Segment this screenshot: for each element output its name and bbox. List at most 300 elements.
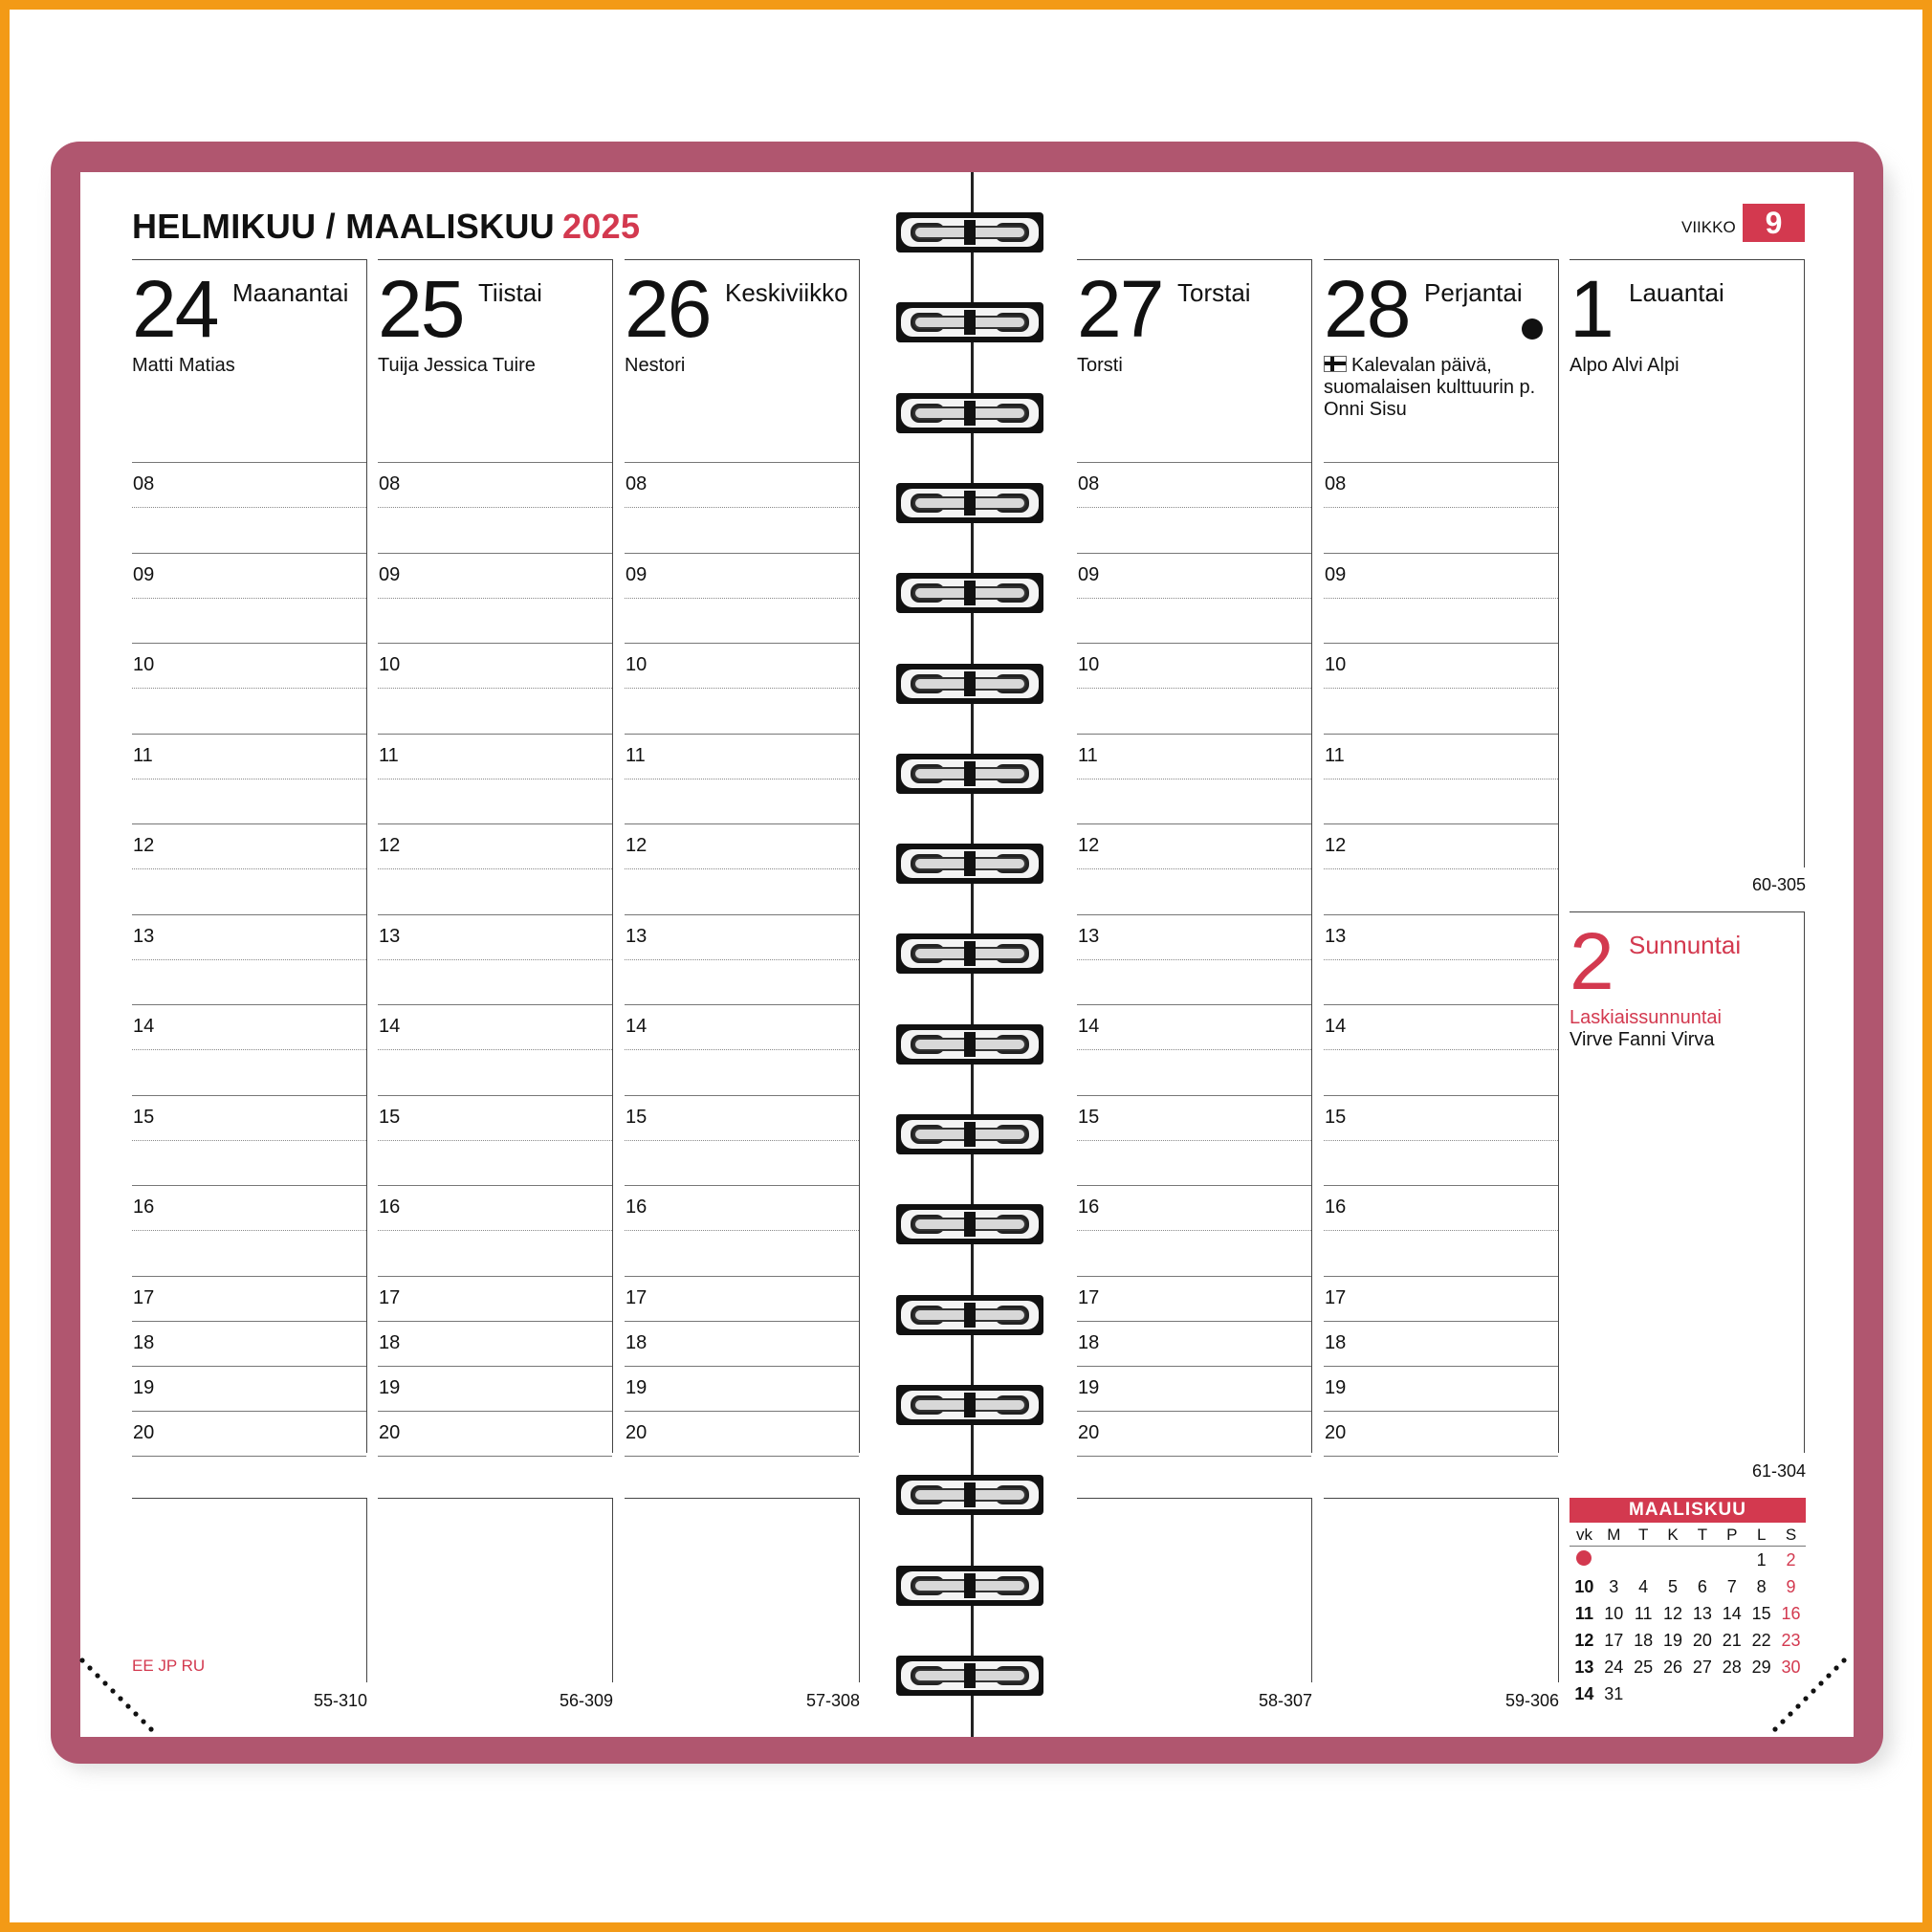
weekday-header: S [1785, 1526, 1797, 1544]
hour-label: 09 [1078, 563, 1100, 585]
hour-rule [378, 1366, 612, 1367]
hour-rule [132, 1276, 366, 1277]
perforation-corner-right [1767, 1655, 1854, 1741]
hour-label: 16 [379, 1197, 401, 1218]
binding-ring [895, 1383, 1044, 1427]
hour-rule [1077, 1095, 1311, 1096]
day-number: 24 [132, 264, 218, 354]
hour-label: 19 [133, 1376, 155, 1398]
hour-rule [1077, 1276, 1311, 1277]
binding-ring [895, 842, 1044, 886]
page-number: 56-309 [559, 1691, 613, 1710]
calendar-day: 2 [1786, 1549, 1796, 1570]
hour-rule [625, 1321, 859, 1322]
half-hour-rule [378, 598, 612, 599]
hour-rule [625, 1366, 859, 1367]
half-hour-rule [378, 1049, 612, 1050]
hour-label: 12 [133, 835, 155, 856]
binding-ring [895, 1564, 1044, 1608]
binding-ring [895, 752, 1044, 796]
year-title: 2025 [561, 207, 641, 246]
weekday-header: T [1637, 1526, 1649, 1544]
hour-rule [378, 1276, 612, 1277]
mini-calendar-month: MAALISKUU [1570, 1498, 1806, 1523]
calendar-day: 24 [1604, 1657, 1624, 1677]
hour-label: 08 [1078, 473, 1100, 494]
perforation-dot [102, 1680, 107, 1685]
hour-label: 16 [626, 1197, 648, 1218]
holiday-and-names [1324, 355, 1563, 421]
hour-rule [378, 823, 612, 824]
day-number: 26 [625, 264, 711, 354]
perforation-dot [110, 1688, 115, 1693]
page-number: 55-310 [313, 1691, 367, 1710]
hour-label: 14 [1325, 1016, 1347, 1037]
day-column-border [1077, 259, 1312, 1453]
hour-rule [1077, 1411, 1311, 1412]
hour-label: 11 [133, 744, 153, 766]
perforation-dot [1772, 1726, 1777, 1731]
calendar-day: 18 [1634, 1630, 1654, 1650]
page-number: 58-307 [1258, 1691, 1312, 1710]
calendar-day [1658, 1680, 1688, 1707]
hour-rule [1077, 1185, 1311, 1186]
hour-label: 13 [379, 925, 401, 947]
hour-label: 13 [1325, 925, 1347, 947]
binding-ring [895, 391, 1044, 435]
week-number-cell: 10 [1574, 1576, 1594, 1596]
name-day-names: Matti Matias [132, 355, 235, 376]
half-hour-rule [625, 1230, 859, 1231]
half-hour-rule [1324, 598, 1558, 599]
hour-label: 12 [626, 835, 648, 856]
calendar-day: 13 [1692, 1603, 1712, 1623]
half-hour-rule [132, 688, 366, 689]
calendar-day: 8 [1756, 1576, 1767, 1596]
hour-rule [378, 734, 612, 735]
hour-rule [1324, 1004, 1558, 1005]
calendar-day: 9 [1786, 1576, 1796, 1596]
calendar-day: 29 [1751, 1657, 1771, 1677]
day-name: Perjantai [1424, 278, 1523, 307]
hour-label: 15 [626, 1106, 648, 1128]
perforation-dot [79, 1658, 84, 1662]
weekday-header: L [1756, 1526, 1767, 1544]
hour-label: 11 [379, 744, 399, 766]
hour-label: 14 [626, 1016, 648, 1037]
calendar-day [1717, 1680, 1746, 1707]
hour-label: 12 [1078, 835, 1100, 856]
hour-label: 13 [1078, 925, 1100, 947]
hour-label: 12 [379, 835, 401, 856]
hour-label: 13 [133, 925, 155, 947]
hour-label: 19 [1078, 1376, 1100, 1398]
calendar-day: 30 [1781, 1657, 1801, 1677]
calendar-day: 4 [1638, 1576, 1649, 1596]
hour-rule [1324, 1321, 1558, 1322]
name-day-names: Torsti [1077, 355, 1123, 376]
hour-rule [1324, 1411, 1558, 1412]
day-number: 28 [1324, 264, 1410, 354]
hour-label: 08 [1325, 473, 1347, 494]
day-name: Maanantai [232, 278, 349, 307]
half-hour-rule [625, 1049, 859, 1050]
week-number-cell: 14 [1574, 1683, 1594, 1703]
binding-ring [895, 1112, 1044, 1156]
hour-label: 15 [1078, 1106, 1100, 1128]
weekday-header: P [1726, 1526, 1738, 1544]
hour-rule [625, 823, 859, 824]
hour-label: 20 [133, 1421, 155, 1443]
calendar-day: 20 [1692, 1630, 1712, 1650]
binding-ring [895, 1202, 1044, 1246]
half-hour-rule [378, 688, 612, 689]
name-day-names: Tuija Jessica Tuire [378, 355, 536, 376]
hour-label: 19 [1325, 1376, 1347, 1398]
half-hour-rule [625, 1140, 859, 1141]
calendar-day: 14 [1722, 1603, 1742, 1623]
half-hour-rule [132, 868, 366, 869]
half-hour-rule [132, 507, 366, 508]
half-hour-rule [1324, 688, 1558, 689]
hour-label: 10 [626, 654, 648, 675]
perforation-dot [133, 1711, 138, 1716]
calendar-day: 3 [1609, 1576, 1619, 1596]
hour-label: 08 [133, 473, 155, 494]
perforation-dot [148, 1726, 153, 1731]
half-hour-rule [1077, 868, 1311, 869]
hour-rule [1324, 1456, 1558, 1457]
hour-label: 15 [133, 1106, 155, 1128]
hour-label: 17 [1078, 1286, 1100, 1308]
hour-rule [1077, 914, 1311, 915]
hour-rule [1324, 914, 1558, 915]
hour-rule [1324, 553, 1558, 554]
hour-label: 17 [1325, 1286, 1347, 1308]
hour-rule [1077, 1366, 1311, 1367]
name-day-names: Onni Sisu [1324, 399, 1407, 420]
hour-rule [132, 553, 366, 554]
hour-label: 12 [1325, 835, 1347, 856]
calendar-day: 5 [1668, 1576, 1679, 1596]
hour-rule [1077, 1321, 1311, 1322]
calendar-day: 16 [1781, 1603, 1801, 1623]
week-number-cell [1570, 1547, 1599, 1574]
weekday-header: K [1667, 1526, 1679, 1544]
perforation-dot [125, 1703, 130, 1708]
hour-label: 17 [133, 1286, 155, 1308]
half-hour-rule [378, 507, 612, 508]
binding-ring [895, 571, 1044, 615]
half-hour-rule [1077, 598, 1311, 599]
calendar-day: 11 [1634, 1603, 1653, 1623]
hour-rule [1077, 462, 1311, 463]
day-number: 25 [378, 264, 464, 354]
hour-rule [625, 643, 859, 644]
hour-rule [132, 734, 366, 735]
perforation-dot [141, 1719, 145, 1723]
half-hour-rule [1077, 688, 1311, 689]
calendar-day: 27 [1692, 1657, 1712, 1677]
new-moon-icon [1522, 318, 1543, 340]
calendar-day: 10 [1604, 1603, 1624, 1623]
hour-label: 09 [1325, 563, 1347, 585]
hour-label: 16 [1325, 1197, 1347, 1218]
week-label: VIIKKO [1681, 218, 1736, 236]
half-hour-rule [132, 1049, 366, 1050]
hour-rule [625, 1276, 859, 1277]
perforation-dot [1841, 1658, 1846, 1662]
hour-label: 20 [379, 1421, 401, 1443]
perforation-dot [1818, 1680, 1823, 1685]
hour-rule [132, 1366, 366, 1367]
perforation-dot [118, 1696, 122, 1701]
binding-ring [895, 481, 1044, 525]
perforation-dot [1826, 1673, 1831, 1678]
hour-rule [378, 914, 612, 915]
page-title [132, 207, 640, 247]
hour-label: 18 [1078, 1331, 1100, 1353]
hour-rule [1324, 734, 1558, 735]
calendar-day [1717, 1547, 1746, 1574]
perforation-dot [1788, 1711, 1792, 1716]
page-number: 57-308 [805, 1691, 860, 1710]
hour-rule [132, 1411, 366, 1412]
calendar-day [1688, 1547, 1718, 1574]
hour-label: 10 [133, 654, 155, 675]
hour-label: 10 [379, 654, 401, 675]
calendar-day: 21 [1722, 1630, 1742, 1650]
hour-label: 10 [1078, 654, 1100, 675]
hour-rule [132, 462, 366, 463]
hour-rule [378, 1095, 612, 1096]
half-hour-rule [625, 868, 859, 869]
half-hour-rule [132, 1230, 366, 1231]
half-hour-rule [378, 959, 612, 960]
calendar-day: 12 [1663, 1603, 1683, 1623]
sunday-notes [1570, 1007, 1809, 1051]
hour-rule [1324, 1276, 1558, 1277]
hour-rule [625, 1004, 859, 1005]
calendar-day: 26 [1663, 1657, 1683, 1677]
day-name: Sunnuntai [1629, 931, 1742, 959]
hour-label: 18 [379, 1331, 401, 1353]
calendar-day: 22 [1751, 1630, 1771, 1650]
special-day: Laskiaissunnuntai [1570, 1007, 1722, 1028]
binding-ring [895, 1293, 1044, 1337]
calendar-day: 23 [1781, 1630, 1801, 1650]
hour-rule [625, 553, 859, 554]
hour-label: 08 [379, 473, 401, 494]
hour-rule [625, 462, 859, 463]
hour-rule [1077, 553, 1311, 554]
day-number: 1 [1570, 264, 1613, 354]
calendar-day: 17 [1604, 1630, 1624, 1650]
half-hour-rule [132, 1140, 366, 1141]
hour-label: 18 [626, 1331, 648, 1353]
calendar-day [1629, 1680, 1658, 1707]
half-hour-rule [1077, 1230, 1311, 1231]
hour-rule [1324, 1095, 1558, 1096]
hour-rule [132, 1185, 366, 1186]
perforation-dot [1780, 1719, 1785, 1723]
hour-rule [132, 1456, 366, 1457]
hour-rule [1077, 823, 1311, 824]
notes-box[interactable] [1324, 1498, 1559, 1682]
hour-label: 11 [1078, 744, 1098, 766]
name-day-names: Alpo Alvi Alpi [1570, 355, 1680, 376]
perforation-dot [95, 1673, 99, 1678]
binding-ring [895, 300, 1044, 344]
calendar-day: 6 [1697, 1576, 1707, 1596]
hour-rule [378, 1321, 612, 1322]
hour-rule [378, 643, 612, 644]
hour-label: 17 [626, 1286, 648, 1308]
hour-rule [1324, 1366, 1558, 1367]
day-column-border [1324, 259, 1559, 1453]
binding-ring [895, 1473, 1044, 1517]
binding-ring [895, 662, 1044, 706]
week-number-badge: 9 [1743, 204, 1805, 242]
calendar-day [1599, 1547, 1629, 1574]
half-hour-rule [1324, 1230, 1558, 1231]
hour-label: 10 [1325, 654, 1347, 675]
hour-rule [1324, 823, 1558, 824]
calendar-day [1688, 1680, 1718, 1707]
half-hour-rule [1324, 1049, 1558, 1050]
hour-rule [132, 1004, 366, 1005]
hour-rule [625, 1185, 859, 1186]
day-name: Tiistai [478, 278, 542, 307]
hour-label: 19 [379, 1376, 401, 1398]
hour-rule [1077, 1456, 1311, 1457]
hour-rule [378, 1456, 612, 1457]
hour-label: 16 [133, 1197, 155, 1218]
hour-label: 16 [1078, 1197, 1100, 1218]
half-hour-rule [1077, 1049, 1311, 1050]
binding-ring [895, 932, 1044, 976]
half-hour-rule [625, 598, 859, 599]
notes-box[interactable] [378, 1498, 613, 1682]
perforation-dot [1811, 1688, 1815, 1693]
half-hour-rule [132, 598, 366, 599]
calendar-day: 1 [1756, 1549, 1767, 1570]
half-hour-rule [378, 1140, 612, 1141]
half-hour-rule [1324, 959, 1558, 960]
hour-rule [1324, 643, 1558, 644]
calendar-day: 19 [1663, 1630, 1683, 1650]
notes-box[interactable] [625, 1498, 860, 1682]
hour-rule [132, 643, 366, 644]
half-hour-rule [625, 507, 859, 508]
binding-ring [895, 1654, 1044, 1698]
hour-label: 09 [379, 563, 401, 585]
perforation-dot [1795, 1703, 1800, 1708]
perforation-corner-left [78, 1655, 165, 1741]
perforation-dot [87, 1665, 92, 1670]
hour-label: 14 [1078, 1016, 1100, 1037]
hour-label: 11 [626, 744, 646, 766]
weekday-header: vk [1575, 1526, 1592, 1544]
notes-box[interactable] [1077, 1498, 1312, 1682]
hour-rule [1077, 734, 1311, 735]
half-hour-rule [625, 688, 859, 689]
holiday-name: Kalevalan päivä, suomalaisen kulttuurin p. [1324, 355, 1536, 398]
hour-label: 15 [379, 1106, 401, 1128]
half-hour-rule [1324, 1140, 1558, 1141]
hour-rule [132, 914, 366, 915]
hour-label: 13 [626, 925, 648, 947]
day-number: 2 [1570, 916, 1613, 1006]
hour-label: 11 [1325, 744, 1345, 766]
half-hour-rule [1077, 507, 1311, 508]
half-hour-rule [1077, 1140, 1311, 1141]
perforation-dot [1833, 1665, 1838, 1670]
half-hour-rule [132, 959, 366, 960]
hour-rule [378, 462, 612, 463]
hour-rule [1324, 462, 1558, 463]
hour-rule [1324, 1185, 1558, 1186]
hour-label: 19 [626, 1376, 648, 1398]
week-number-cell: 11 [1574, 1603, 1593, 1623]
hour-rule [378, 1185, 612, 1186]
name-day-names: Nestori [625, 355, 686, 376]
week-number-cell: 13 [1574, 1657, 1594, 1677]
hour-label: 14 [133, 1016, 155, 1037]
hour-rule [132, 1321, 366, 1322]
hour-rule [132, 823, 366, 824]
hour-label: 18 [1325, 1331, 1347, 1353]
hour-label: 08 [626, 473, 648, 494]
calendar-day: 25 [1634, 1657, 1654, 1677]
weekday-header: M [1607, 1526, 1621, 1544]
calendar-day: 31 [1604, 1683, 1624, 1703]
current-week-marker [1576, 1550, 1592, 1566]
day-column-border [378, 259, 613, 1453]
hour-rule [625, 734, 859, 735]
day-name: Torstai [1177, 278, 1251, 307]
hour-rule [625, 1411, 859, 1412]
finnish-flag-icon [1324, 356, 1347, 372]
day-column-border [132, 259, 367, 1453]
hour-label: 09 [626, 563, 648, 585]
half-hour-rule [625, 959, 859, 960]
hour-rule [1077, 643, 1311, 644]
hour-rule [625, 1095, 859, 1096]
half-hour-rule [1077, 959, 1311, 960]
hour-rule [625, 1456, 859, 1457]
hour-label: 20 [1325, 1421, 1347, 1443]
calendar-day [1629, 1547, 1658, 1574]
page-number: 59-306 [1504, 1691, 1559, 1710]
hour-rule [132, 1095, 366, 1096]
hour-rule [378, 1004, 612, 1005]
week-number-cell: 12 [1574, 1630, 1594, 1650]
day-name: Keskiviikko [725, 278, 848, 307]
hour-label: 20 [626, 1421, 648, 1443]
hour-rule [378, 1411, 612, 1412]
notes-box[interactable] [132, 1498, 367, 1682]
hour-label: 09 [133, 563, 155, 585]
hour-label: 15 [1325, 1106, 1347, 1128]
hour-rule [1077, 1004, 1311, 1005]
page-number-sunday: 61-304 [1751, 1461, 1806, 1481]
hour-label: 20 [1078, 1421, 1100, 1443]
calendar-day: 7 [1726, 1576, 1737, 1596]
half-hour-rule [1324, 507, 1558, 508]
half-hour-rule [378, 868, 612, 869]
hour-label: 18 [133, 1331, 155, 1353]
